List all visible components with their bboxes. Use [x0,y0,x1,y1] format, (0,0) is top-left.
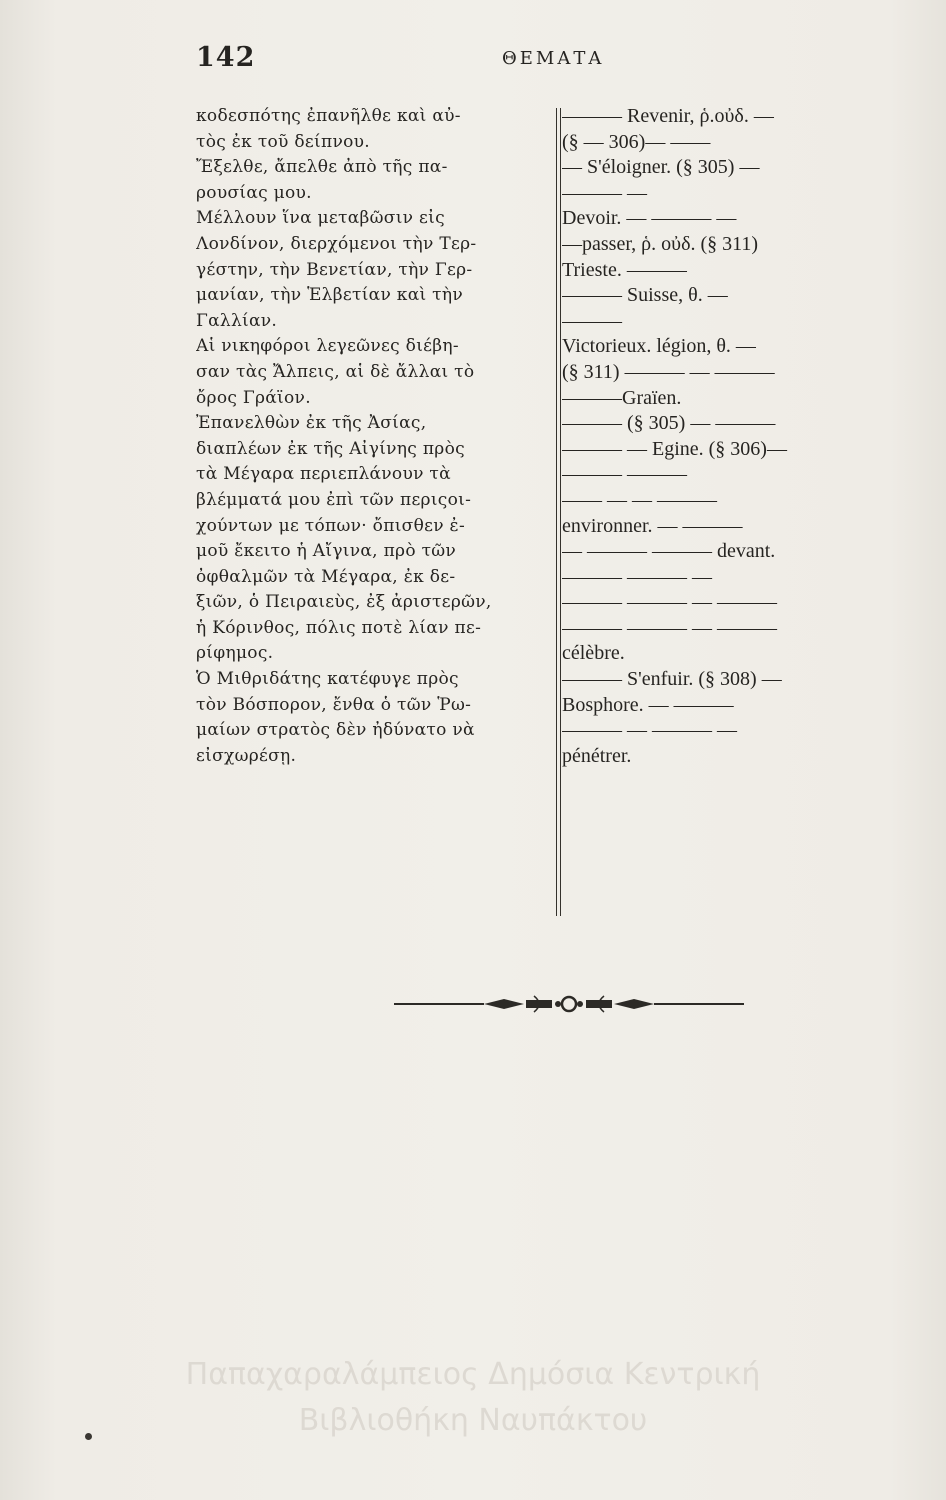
french-line: ——— ——— — [562,565,712,588]
french-line: ——— (§ 305) — ——— [562,412,776,435]
greek-line: τὸς ἐκ τοῦ δείπνου. [196,131,370,152]
greek-line: Ἔξελθε, ἄπελθε ἀπὸ τῆς πα- [196,157,448,178]
greek-line: ξιῶν, ὁ Πειραιεὺς, ἐξ ἀριστερῶν, [196,592,492,613]
page-number: 142 [196,42,256,73]
french-line: ——— ——— — ——— [562,591,777,614]
greek-line: Μέλλουν ἵνα μεταβῶσιν εἰς [196,208,445,229]
column-divider-rule [556,108,557,916]
french-line: Devoir. — ——— — [562,207,737,230]
greek-line: κοδεσπότης ἐπανῆλθε καὶ αὐ- [196,106,461,126]
greek-line: μαίων στρατὸς δὲν ἠδύνατο νὰ [196,720,475,741]
french-line: ——— [562,309,622,332]
greek-line: ρίφημος. [196,643,274,664]
greek-line: ὄρος Γράϊον. [196,387,311,408]
french-line: célèbre. [562,642,625,665]
french-line: ——— ——— [562,463,687,486]
running-head: ΘΕΜΑΤΑ [502,48,605,69]
greek-line: μοῦ ἔκειτο ἡ Αἴγινα, πρὸ τῶν [196,541,457,562]
greek-line: Ἐπανελθὼν ἐκ τῆς Ἀσίας, [196,413,427,434]
french-line: —passer, ῥ. οὐδ. (§ 311) [562,232,759,255]
greek-line: τὰ Μέγαρα περιεπλάνουν τὰ [196,464,451,485]
french-line: Trieste. ——— [562,258,687,281]
ornament-divider [394,992,744,1016]
french-vocabulary-column [562,104,902,769]
greek-line: ἡ Κόρινθος, πόλις ποτὲ λίαν πε- [196,617,482,638]
french-line: ——— — Egine. (§ 306)— [562,437,787,460]
greek-line: διαπλέων ἐκ τῆς Αἰγίνης πρὸς [196,438,465,459]
french-line: ——— — ——— — [562,719,737,742]
french-line: environner. — ——— [562,514,743,537]
french-line: pénétrer. [562,744,632,767]
greek-line: βλέμματά μου ἐπὶ τῶν περιςοι- [196,489,472,510]
greek-line: Ὁ Μιθριδάτης κατέφυγε πρὸς [196,669,459,690]
greek-line: χούντων με τόπων· ὄπισθεν ἐ- [196,515,466,536]
french-line: ——— Revenir, ῥ.οὐδ. — [562,105,774,127]
french-line: —— — — ——— [562,488,717,511]
greek-line: εἰσχωρέσῃ. [196,745,297,766]
french-line: ——— ——— — ——— [562,616,777,639]
greek-line: τὸν Βόσπορον, ἔνθα ὁ τῶν Ῥω- [196,694,472,715]
greek-line: Αἱ νικηφόροι λεγεῶνες διέβη- [196,336,459,357]
greek-line: μανίαν, τὴν Ἑλβετίαν καὶ τὴν [196,285,463,306]
greek-line: σαν τὰς Ἄλπεις, αἱ δὲ ἄλλαι τὸ [196,361,475,382]
greek-text-column [196,104,556,769]
french-line: — S'éloigner. (§ 305) — [562,156,760,179]
watermark-line: Βιβλιοθήκη Ναυπάκτου [298,1403,648,1438]
greek-line: ρουσίας μου. [196,182,312,203]
greek-line: γέστην, τὴν Βενετίαν, τὴν Γερ- [196,259,473,280]
ink-dot-mark [85,1433,92,1440]
french-line: ——— — [562,181,647,204]
french-line: Bosphore. — ——— [562,693,734,716]
french-line: ———Graïen. [562,386,682,409]
watermark-line: Παπαχαραλάμπειος Δημόσια Κεντρική [185,1357,761,1392]
greek-line: Γαλλίαν. [196,310,278,331]
french-line: ——— S'enfuir. (§ 308) — [562,668,782,691]
library-watermark [0,1352,946,1444]
french-line: ——— Suisse, θ. — [562,284,728,307]
column-divider-rule [560,108,561,916]
greek-line: ὀφθαλμῶν τὰ Μέγαρα, ἐκ δε- [196,566,456,587]
french-line: (§ — 306)— —— [562,130,711,153]
greek-line: Λονδίνον, διερχόμενοι τὴν Τερ- [196,233,477,254]
french-line: (§ 311) ——— — ——— [562,360,775,383]
french-line: Victorieux. légion, θ. — [562,335,756,358]
french-line: — ——— ——— devant. [562,540,776,563]
